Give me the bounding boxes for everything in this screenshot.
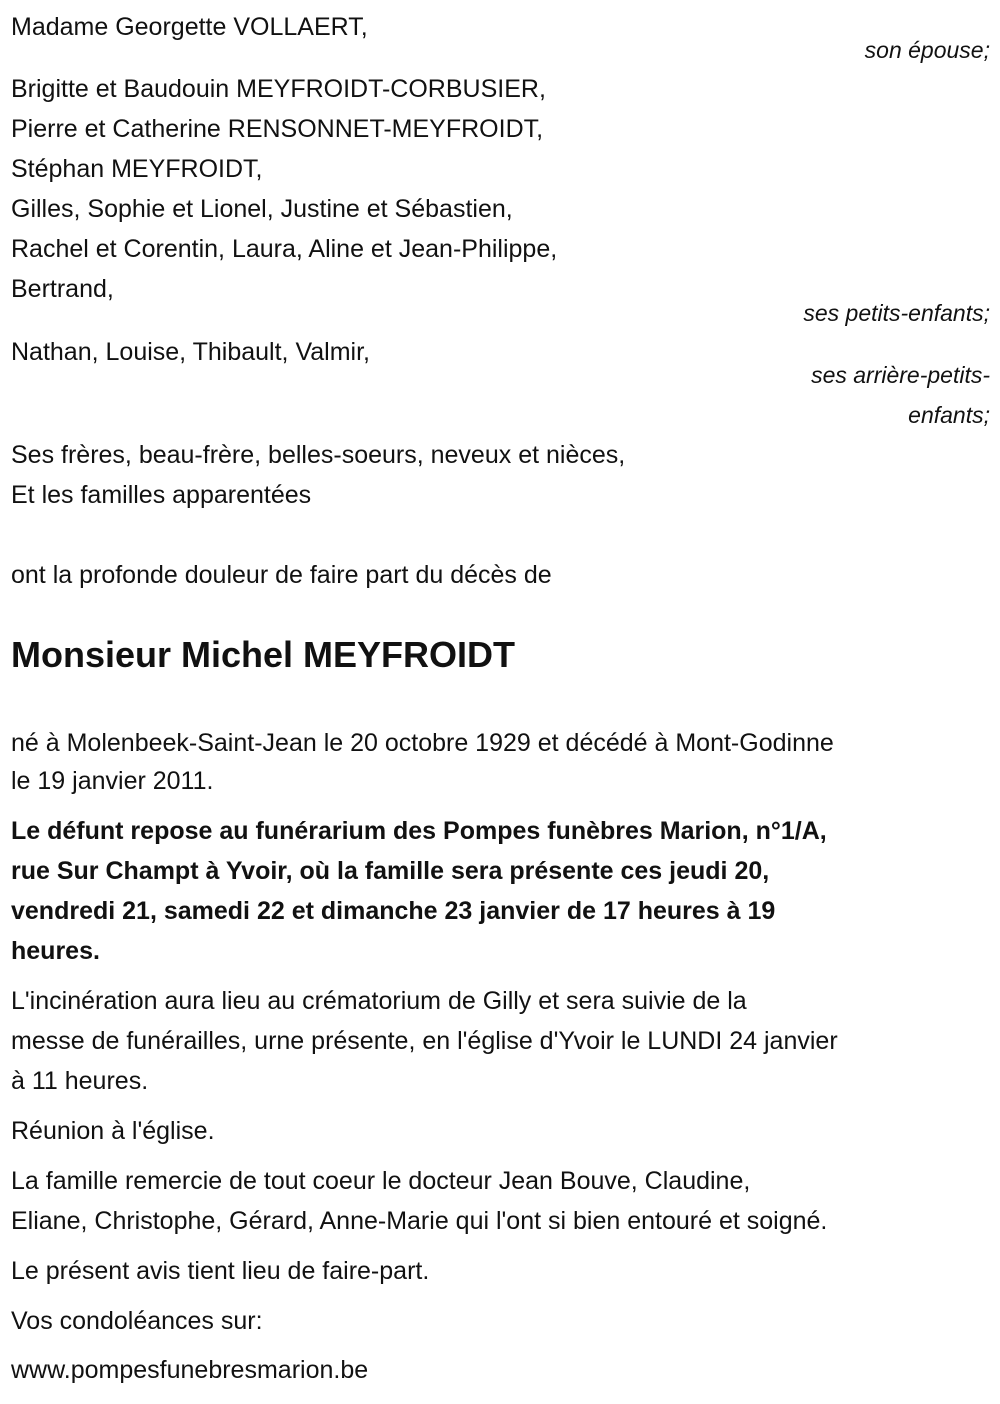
visitation-line: rue Sur Champt à Yvoir, où la famille sera présente ces jeudi 20, — [11, 857, 770, 885]
grandchildren-role: ses petits-enfants; — [803, 300, 990, 326]
deceased-name: Monsieur Michel MEYFROIDT — [11, 634, 516, 675]
spouse-role: son épouse; — [864, 37, 990, 63]
notice: Le présent avis tient lieu de faire-part. — [11, 1257, 430, 1285]
visitation-line: vendredi 21, samedi 22 et dimanche 23 janvier de 17 heures à 19 — [11, 897, 776, 925]
child-line: Stéphan MEYFROIDT, — [11, 155, 263, 183]
grandchildren-line: Gilles, Sophie et Lionel, Justine et Sébastien, — [11, 195, 513, 223]
family-line: Et les familles apparentées — [11, 481, 312, 509]
thanks-line: Eliane, Christophe, Gérard, Anne-Marie qui l'ont si bien entouré et soigné. — [11, 1207, 828, 1235]
family-line: Ses frères, beau-frère, belles-soeurs, neveux et nièces, — [11, 441, 626, 469]
birth-death-line: le 19 janvier 2011. — [11, 767, 214, 795]
meeting: Réunion à l'église. — [11, 1117, 215, 1145]
spouse-name: Madame Georgette VOLLAERT, — [11, 13, 368, 41]
visitation-line: heures. — [11, 937, 100, 965]
website-link[interactable]: www.pompesfunebresmarion.be — [11, 1356, 369, 1384]
announcement: ont la profonde douleur de faire part du décès de — [11, 561, 552, 589]
thanks-line: La famille remercie de tout coeur le docteur Jean Bouve, Claudine, — [11, 1167, 751, 1195]
visitation-line: Le défunt repose au funérarium des Pompes funèbres Marion, n°1/A, — [11, 817, 827, 845]
condolences-label: Vos condoléances sur: — [11, 1307, 263, 1335]
great-grandchildren-role: ses arrière-petits- — [811, 362, 990, 388]
child-line: Pierre et Catherine RENSONNET-MEYFROIDT, — [11, 115, 544, 143]
grandchildren-line: Rachel et Corentin, Laura, Aline et Jean-Philippe, — [11, 235, 558, 263]
great-grandchildren-role: enfants; — [908, 402, 990, 428]
great-grandchildren-line: Nathan, Louise, Thibault, Valmir, — [11, 338, 370, 366]
grandchildren-line: Bertrand, — [11, 275, 114, 303]
birth-death-line: né à Molenbeek-Saint-Jean le 20 octobre 1929 et décédé à Mont-Godinne — [11, 729, 834, 757]
cremation-line: messe de funérailles, urne présente, en l'église d'Yvoir le LUNDI 24 janvier — [11, 1027, 838, 1055]
child-line: Brigitte et Baudouin MEYFROIDT-CORBUSIER, — [11, 75, 546, 103]
cremation-line: L'incinération aura lieu au crématorium de Gilly et sera suivie de la — [11, 987, 747, 1015]
cremation-line: à 11 heures. — [11, 1067, 149, 1095]
